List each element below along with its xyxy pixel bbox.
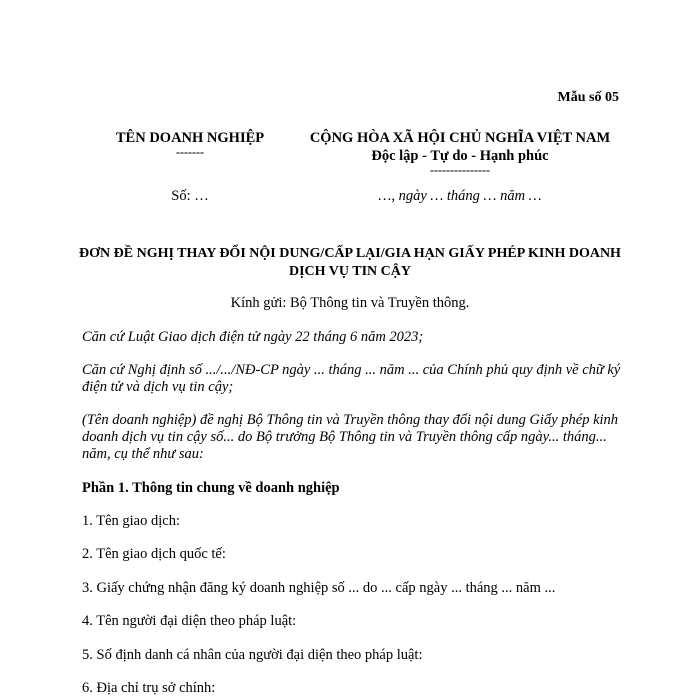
- recipient: Kính gửi: Bộ Thông tin và Truyền thông.: [230, 295, 470, 311]
- place-date: …, ngày … tháng … năm …: [378, 188, 542, 204]
- legal-basis-2: Căn cứ Nghị định số .../.../NĐ-CP ngày ... tháng ... năm ... của Chính phủ quy định về chữ ký điện tử và dịch vụ tin cậy;: [82, 362, 621, 395]
- company-rule: -------: [176, 145, 204, 159]
- list-item: 2. Tên giao dịch quốc tế:: [82, 546, 226, 562]
- legal-basis-1: Căn cứ Luật Giao dịch điện tử ngày 22 tháng 6 năm 2023;: [82, 329, 424, 345]
- company-header: [100, 129, 280, 157]
- form-code: Mẫu số 05: [557, 90, 619, 105]
- motto: Độc lập - Tự do - Hạnh phúc: [371, 148, 549, 164]
- document-number: Số: …: [171, 188, 209, 204]
- company-name: TÊN DOANH NGHIỆP: [115, 130, 265, 146]
- request-paragraph: (Tên doanh nghiệp) đề nghị Bộ Thông tin và Truyền thông thay đổi nội dung Giấy phép kinh doanh dịch vụ tin cậy số... do Bộ trưởng Bộ Thông tin và Truyền thông cấp ngày... tháng... năm, cụ thể như sau:: [82, 412, 619, 462]
- list-item: 6. Địa chỉ trụ sở chính:: [82, 680, 216, 696]
- list-item: 5. Số định danh cá nhân của người đại diện theo pháp luật:: [82, 647, 423, 663]
- republic-header: [290, 129, 630, 175]
- list-item: 4. Tên người đại diện theo pháp luật:: [82, 613, 297, 629]
- motto-rule: ---------------: [430, 163, 490, 177]
- list-item: 1. Tên giao dịch:: [82, 513, 180, 529]
- list-item: 3. Giấy chứng nhận đăng ký doanh nghiệp số ... do ... cấp ngày ... tháng ... năm ...: [82, 580, 556, 596]
- document-title: ĐƠN ĐỀ NGHỊ THAY ĐỔI NỘI DUNG/CẤP LẠI/GIA HẠN GIẤY PHÉP KINH DOANH DỊCH VỤ TIN CẬY: [79, 246, 621, 279]
- republic-name: CỘNG HÒA XÃ HỘI CHỦ NGHĨA VIỆT NAM: [309, 130, 611, 146]
- section-1-heading: Phần 1. Thông tin chung về doanh nghiệp: [82, 480, 340, 496]
